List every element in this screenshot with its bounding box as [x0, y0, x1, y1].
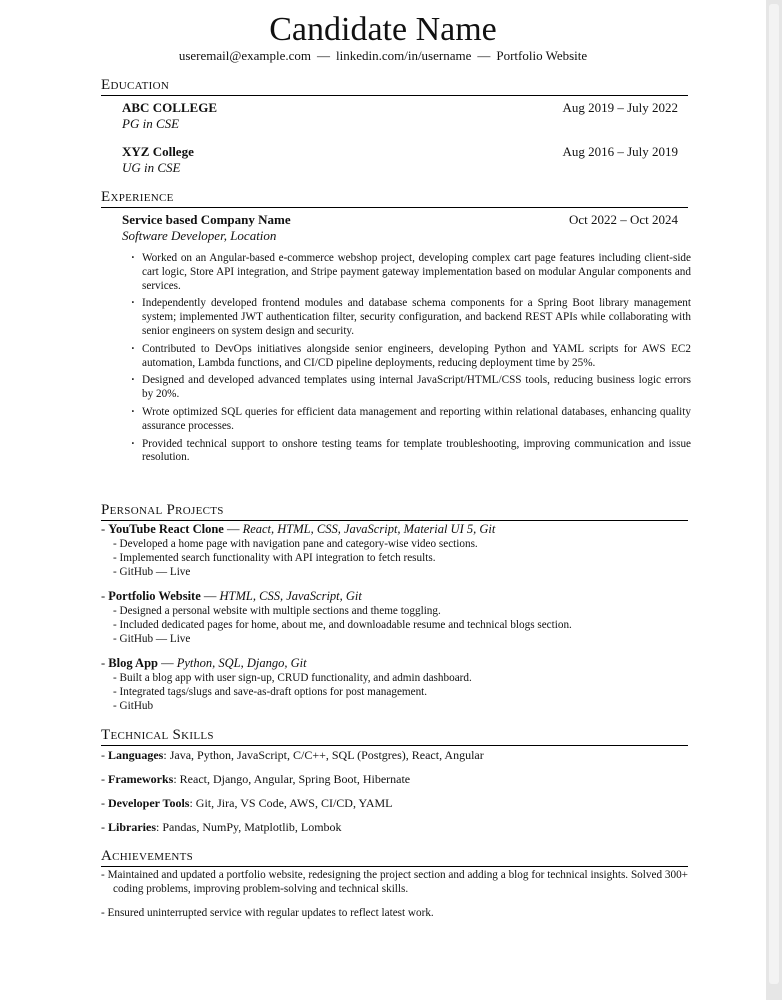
linkedin-link[interactable]: linkedin.com/in/username — [335, 48, 472, 63]
section-title-skills: Technical Skills — [101, 726, 688, 746]
project-detail: - Implemented search functionality with API integration to fetch results. — [113, 552, 436, 564]
scrollbar-thumb[interactable] — [769, 4, 779, 984]
company-name: Service based Company Name — [122, 212, 291, 227]
job-role: Software Developer, Location — [122, 228, 277, 243]
skill-row: - Developer Tools: Git, Jira, VS Code, AWS, CI/CD, YAML — [101, 796, 393, 810]
skill-row: - Libraries: Pandas, NumPy, Matplotlib, Lombok — [101, 820, 342, 834]
education-section — [101, 76, 688, 96]
project-name: YouTube React Clone — [108, 522, 224, 536]
experience-bullet: · Worked on an Angular-based e-commerce webshop project, developing complex cart page features including client-side cart logic, Store API integration, and Stripe payment gateway implementation based on modular Angular components and services. — [129, 252, 691, 293]
skills-section — [101, 726, 688, 746]
skill-value: : React, Django, Angular, Spring Boot, Hibernate — [173, 772, 411, 786]
project-heading: - Portfolio Website — HTML, CSS, JavaScript, Git — [101, 589, 362, 603]
vertical-scrollbar[interactable] — [766, 0, 782, 1000]
education-entry — [122, 100, 678, 132]
project-item — [101, 589, 688, 646]
project-tech: React, HTML, CSS, JavaScript, Material UI 5, Git — [242, 522, 496, 536]
project-name: Portfolio Website — [108, 589, 201, 603]
project-tech: Python, SQL, Django, Git — [176, 656, 307, 670]
degree: PG in CSE — [122, 116, 180, 131]
project-detail: - Designed a personal website with multiple sections and theme toggling. — [113, 605, 441, 617]
experience-section — [101, 188, 688, 208]
section-title-projects: Personal Projects — [101, 501, 688, 521]
experience-bullet: · Designed and developed advanced templates using internal JavaScript/HTML/CSS tools, reducing business logic errors by 20%. — [129, 374, 691, 402]
education-dates: Aug 2019 – July 2022 — [562, 100, 678, 115]
achievement-item — [101, 906, 688, 920]
job-dates: Oct 2022 – Oct 2024 — [568, 212, 678, 227]
skill-value: : Pandas, NumPy, Matplotlib, Lombok — [156, 820, 342, 834]
achievements-section — [101, 847, 688, 867]
experience-bullet: · Provided technical support to onshore testing teams for template troubleshooting, improving communication and issue resolution. — [129, 438, 691, 466]
skill-row: - Languages: Java, Python, JavaScript, C/C++, SQL (Postgres), React, Angular — [101, 748, 484, 762]
contact-line — [0, 48, 766, 64]
achievement-text: - Maintained and updated a portfolio website, redesigning the project section and adding a blog for technical insights. Solved 300+ coding problems, improving problem-solving and technical skills. — [101, 869, 688, 895]
achievement-text: - Ensured uninterrupted service with regular updates to reflect latest work. — [101, 907, 434, 919]
project-detail: - Developed a home page with navigation pane and category-wise video sections. — [113, 538, 478, 550]
education-dates: Aug 2016 – July 2019 — [562, 144, 678, 159]
skill-row: - Frameworks: React, Django, Angular, Spring Boot, Hibernate — [101, 772, 411, 786]
achievement-item — [101, 868, 688, 896]
project-tech: HTML, CSS, JavaScript, Git — [219, 589, 362, 603]
experience-bullets — [129, 252, 691, 469]
portfolio-link[interactable]: Portfolio Website — [496, 48, 588, 63]
separator: — — [316, 48, 330, 63]
skill-label: Libraries — [108, 820, 156, 834]
projects-section — [101, 501, 688, 521]
project-item — [101, 522, 688, 579]
skill-label: Languages — [108, 748, 164, 762]
project-detail: - Built a blog app with user sign-up, CRUD functionality, and admin dashboard. — [113, 672, 472, 684]
project-detail: - Integrated tags/slugs and save-as-draft options for post management. — [113, 686, 428, 698]
candidate-name: Candidate Name — [269, 11, 497, 48]
project-heading: - YouTube React Clone — React, HTML, CSS, JavaScript, Material UI 5, Git — [101, 522, 496, 536]
institution-name: ABC COLLEGE — [122, 100, 217, 115]
section-title-achievements: Achievements — [101, 847, 688, 867]
experience-bullet: · Wrote optimized SQL queries for efficient data management and reporting within relational databases, enhancing quality assurance processes. — [129, 406, 691, 434]
section-title-education: Education — [101, 76, 688, 96]
project-item — [101, 656, 688, 713]
institution-name: XYZ College — [122, 144, 194, 159]
separator: — — [477, 48, 491, 63]
project-heading: - Blog App — Python, SQL, Django, Git — [101, 656, 307, 670]
experience-bullet: · Contributed to DevOps initiatives alongside senior engineers, developing Python and YAML scripts for AWS EC2 automation, Lambda functions, and CI/CD pipeline deployments, reducing deployment time by 25%. — [129, 343, 691, 371]
project-detail: - Included dedicated pages for home, about me, and downloadable resume and technical blogs section. — [113, 619, 572, 631]
project-links[interactable]: - GitHub — [113, 700, 154, 712]
skill-label: Frameworks — [108, 772, 174, 786]
experience-bullet: · Independently developed frontend modules and database schema components for a Spring Boot library management system; implemented JWT authentication filter, security configuration, and backend REST APIs while collaborating with senior engineers on system design and security. — [129, 297, 691, 338]
email-link[interactable]: useremail@example.com — [178, 48, 311, 63]
job-entry — [122, 212, 678, 244]
project-links[interactable]: - GitHub — Live — [113, 566, 191, 578]
education-entry — [122, 144, 678, 176]
project-name: Blog App — [108, 656, 158, 670]
skill-value: : Java, Python, JavaScript, C/C++, SQL (Postgres), React, Angular — [163, 748, 484, 762]
section-title-experience: Experience — [101, 188, 688, 208]
skill-value: : Git, Jira, VS Code, AWS, CI/CD, YAML — [189, 796, 393, 810]
degree: UG in CSE — [122, 160, 181, 175]
skill-label: Developer Tools — [108, 796, 190, 810]
project-links[interactable]: - GitHub — Live — [113, 633, 191, 645]
